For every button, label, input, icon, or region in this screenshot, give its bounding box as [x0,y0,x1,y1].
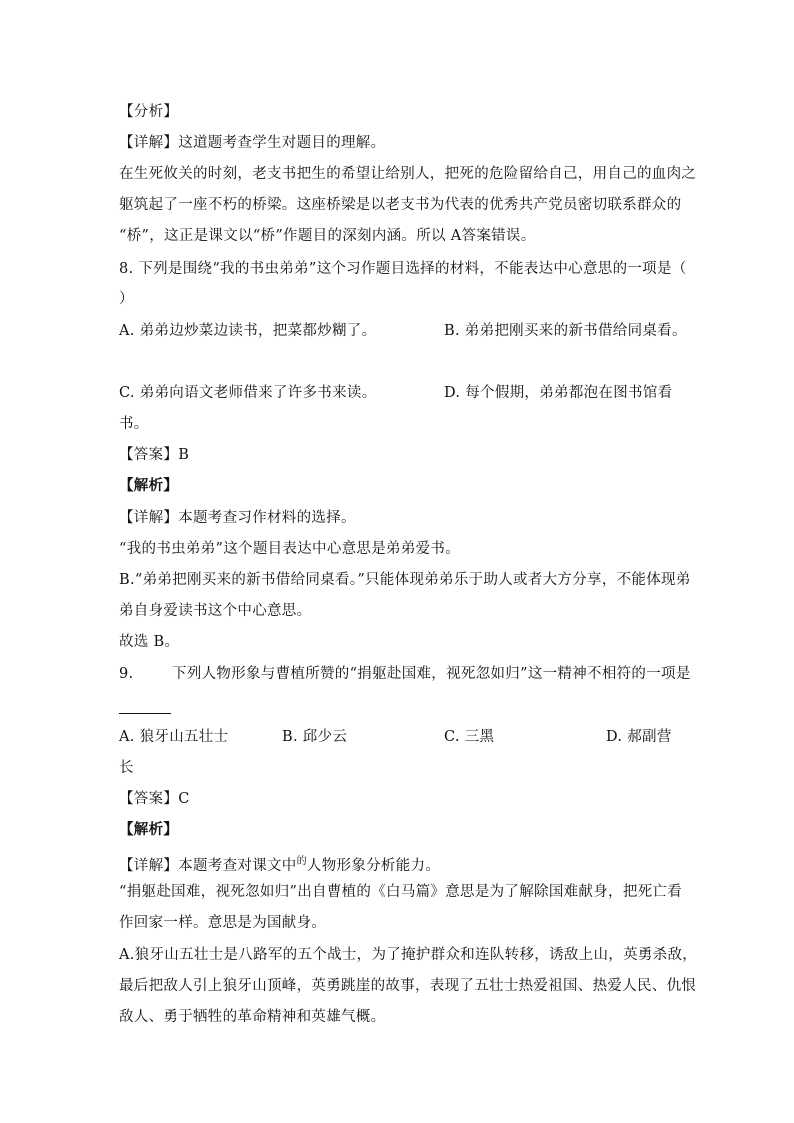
q8-option-a: A. 弟弟边炒菜边读书，把菜都炒糊了。 [119,323,377,339]
q8-answer: 【答案】B [119,447,190,463]
q8-option-c: C. 弟弟向语文老师借来了许多书来读。 [119,385,377,401]
q8-choice: 故选 B。 [119,634,180,650]
q8-stem-line-2: ） [119,291,134,307]
q7-paragraph-line-2: 躯筑起了一座不朽的桥梁。这座桥梁是以老支书为代表的优秀共产党员密切联系群众的 [119,197,682,213]
q9-explanation-4: 最后把敌人引上狼牙山顶峰，英勇跳崖的故事，表现了五壮士热爱祖国、热爱人民、仇恨 [119,978,697,994]
q9-detail-part-1: 【详解】本题考查对课文中 [119,858,297,874]
q9-stem: 下列人物形象与曹植所赞的“捐躯赴国难，视死忽如归”这一精神不相符的一项是 [172,666,691,682]
q9-option-d: D. 郝副营 [606,729,672,745]
q9-explanation-1: “捐躯赴国难，视死忽如归”出自曹植的《白马篇》意思是为了解除国难献身，把死亡看 [119,884,683,900]
q8-detail: 【详解】本题考查习作材料的选择。 [119,510,356,526]
q9-option-a: A. 狼牙山五壮士 [119,729,229,745]
q8-option-d: D. 每个假期，弟弟都泡在图书馆看 [444,385,673,401]
q8-explanation-1: “我的书虫弟弟”这个题目表达中心意思是弟弟爱书。 [119,541,461,557]
q9-explanation-3: A.狼牙山五壮士是八路军的五个战士，为了掩护群众和连队转移，诱敌上山，英勇杀敌， [119,947,698,963]
q8-option-d-continued: 书。 [119,416,149,432]
q9-answer: 【答案】C [119,791,190,807]
q9-number: 9. [119,666,134,682]
analysis-header: 【分析】 [119,104,179,120]
q9-option-d-continued: 长 [119,760,134,776]
q8-option-b: B. 弟弟把刚买来的新书借给同桌看。 [444,323,687,339]
q9-detail [119,852,440,876]
q8-analysis-header: 【解析】 [119,477,179,494]
q9-analysis-header: 【解析】 [119,821,179,838]
q9-explanation-2: 作回家一样。意思是为国献身。 [119,915,327,931]
q8-explanation-3: 弟自身爱读书这个中心意思。 [119,603,312,619]
q9-detail-part-2: 人物形象分析能力。 [306,858,441,874]
q7-paragraph-line-1: 在生死攸关的时刻，老支书把生的希望让给别人，把死的危险留给自己，用自己的血肉之 [119,166,697,182]
q9-answer-blank [119,700,171,720]
q9-explanation-5: 敌人、勇于牺牲的革命精神和英雄气概。 [119,1009,386,1025]
q8-explanation-2: B.“弟弟把刚买来的新书借给同桌看。”只能体现弟弟乐于助人或者大方分享，不能体现弟 [119,572,691,588]
q9-option-b: B. 邱少云 [282,729,348,745]
q7-detail: 【详解】这道题考查学生对题目的理解。 [119,135,386,151]
q8-stem-line-1: 8. 下列是围绕“我的书虫弟弟”这个习作题目选择的材料，不能表达中心意思的一项是（ [119,261,687,277]
q9-option-c: C. 三黑 [444,729,495,745]
q9-detail-superscript: 的 [296,856,307,867]
q7-paragraph-line-3: “桥”，这正是课文以“桥”作题目的深刻内涵。所以 A答案错误。 [119,228,536,244]
